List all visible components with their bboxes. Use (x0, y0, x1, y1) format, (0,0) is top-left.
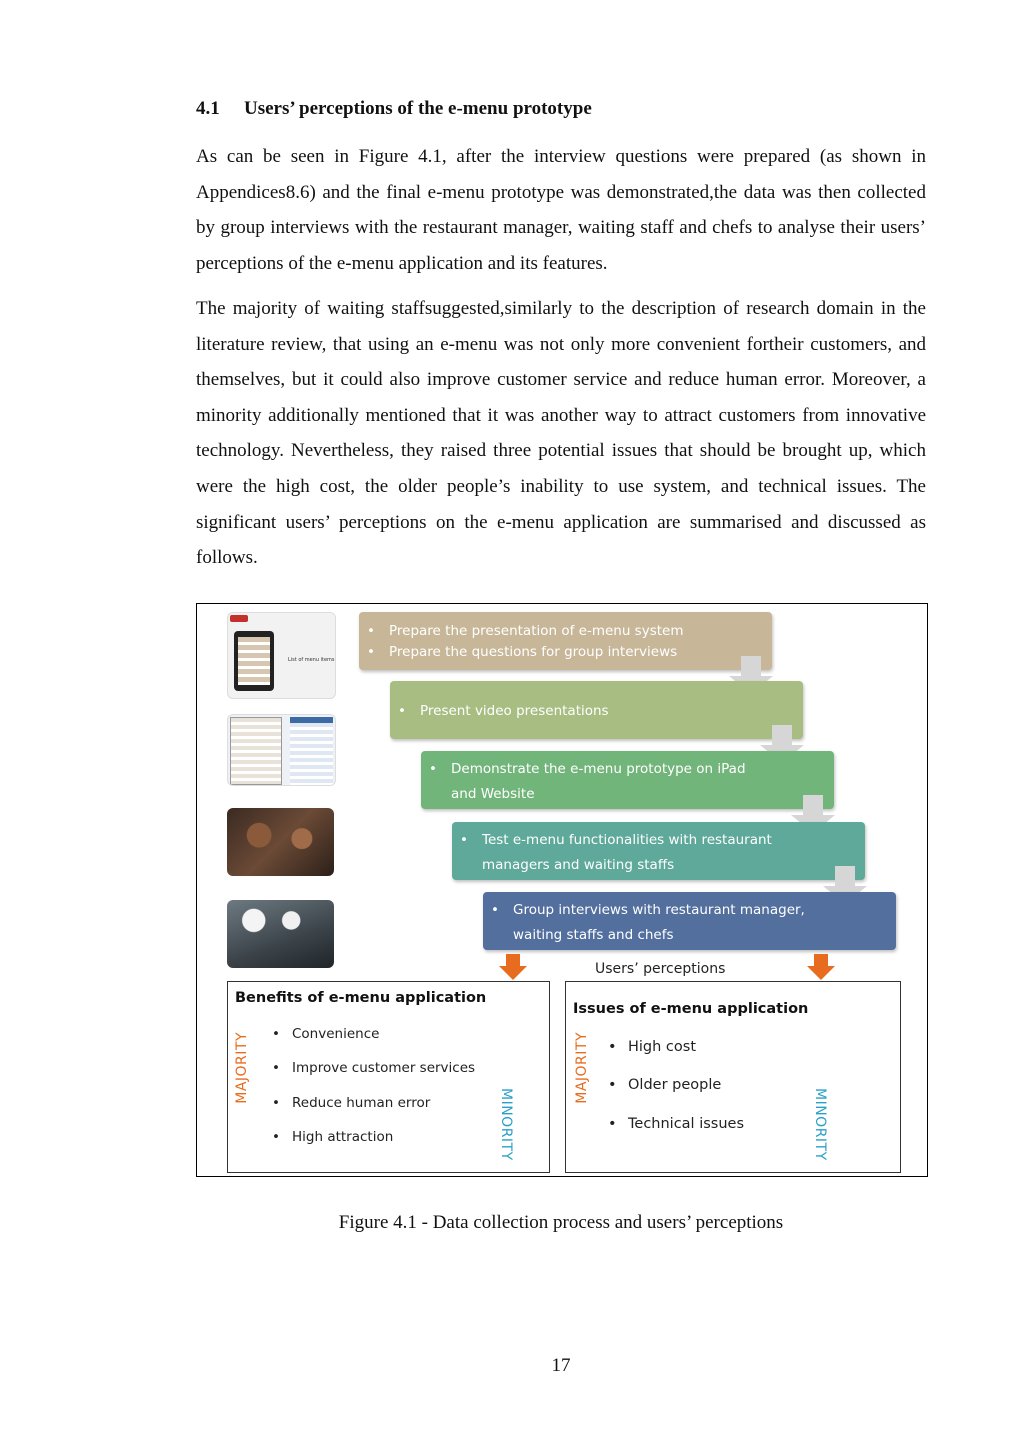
step-bullet: • Test e-menu functionalities with restaurant managers and waiting staffs (460, 828, 865, 878)
issue-item: • Technical issues (606, 1116, 744, 1154)
section-title: Users’ perceptions of the e-menu prototype (244, 98, 592, 119)
issues-title: Issues of e-menu application (573, 1001, 809, 1017)
paragraph: The majority of waiting staffsuggested,similarly to the description of research domain in the literature review, that using an e-menu was not only more convenient fortheir customers, and themselves, but it could also improve customer service and reduce human error. Moreover, a minority additionally mentioned that it was another way to attract customers from innovative technology. Nevertheless, they raised three potential issues that should be brought up, which were the high cost, the older people’s inability to use system, and technical issues. The significant users’ perceptions on the e-menu application are summarised and discussed as follows. (196, 298, 926, 569)
e-menu-screens-thumbnail (227, 714, 336, 786)
benefit-item: • High attraction (270, 1129, 475, 1163)
section-number: 4.1 (196, 98, 220, 119)
majority-label: MAJORITY (574, 1032, 590, 1104)
youtube-logo-icon (230, 615, 248, 622)
page-number: 17 (551, 1355, 571, 1376)
benefits-title: Benefits of e-menu application (235, 990, 487, 1006)
staff-testing-photo (227, 808, 334, 876)
ipad-menu-screen (230, 717, 282, 785)
step-bullet: • Present video presentations (398, 701, 803, 722)
step-bullet: • Group interviews with restaurant manager, waiting staffs and chefs (491, 898, 896, 948)
process-step-4 (452, 822, 865, 880)
process-step-2 (390, 681, 803, 739)
chefs-interview-photo (227, 900, 334, 968)
minority-label: MINORITY (812, 1088, 828, 1161)
benefit-item: • Reduce human error (270, 1095, 475, 1129)
figure-data-collection (196, 603, 928, 1177)
issue-item: • High cost (606, 1039, 744, 1077)
majority-label: MAJORITY (234, 1032, 250, 1104)
step-bullet: • Prepare the questions for group interviews (367, 642, 772, 663)
paragraph: As can be seen in Figure 4.1, after the interview questions were prepared (as shown in Appendices8.6) and the final e-menu prototype was demonstrated,the data was then collected by group interviews with the restaurant manager, waiting staff and chefs to analyse their users’ perceptions of the e-menu application and its features. (196, 146, 926, 274)
orange-down-arrow-icon (499, 954, 527, 982)
benefit-item: • Improve customer services (270, 1060, 475, 1094)
step-bullet: • Prepare the presentation of e-menu system (367, 621, 772, 642)
orange-down-arrow-icon (807, 954, 835, 982)
ipad-video-thumbnail (227, 612, 336, 699)
step-bullet: • Demonstrate the e-menu prototype on iPad and Website (429, 757, 834, 807)
benefits-box (227, 981, 550, 1173)
process-step-1 (359, 612, 772, 670)
website-menu-screen (290, 717, 333, 786)
process-step-5 (483, 892, 896, 950)
issues-box (565, 981, 901, 1173)
benefit-item: • Convenience (270, 1026, 475, 1060)
thumbnail-caption: List of menu items (288, 657, 335, 663)
ipad-screen (234, 631, 274, 691)
process-step-3 (421, 751, 834, 809)
users-perceptions-label: Users’ perceptions (595, 961, 726, 977)
section-heading (196, 98, 592, 120)
minority-label: MINORITY (498, 1088, 514, 1161)
issue-item: • Older people (606, 1077, 744, 1115)
figure-caption: Figure 4.1 - Data collection process and users’ perceptions (338, 1212, 784, 1233)
